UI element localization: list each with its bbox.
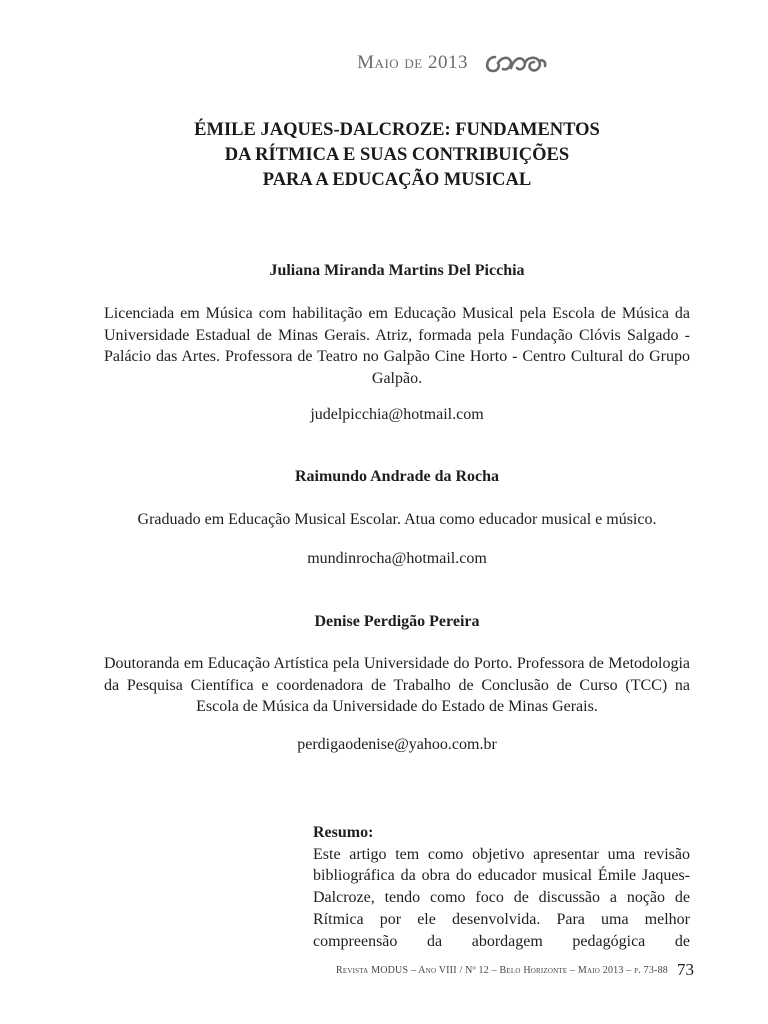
author-email: mundinrocha@hotmail.com	[307, 550, 487, 567]
author-name: Juliana Miranda Martins Del Picchia	[269, 262, 525, 279]
author-name: Raimundo Andrade da Rocha	[294, 468, 500, 485]
article-title	[100, 118, 694, 193]
title-line-3: PARA A EDUCAÇÃO MUSICAL	[262, 170, 532, 190]
author-name: Denise Perdigão Pereira	[314, 613, 480, 630]
footer-citation: Revista MODUS – Ano VIII / Nº 12 – Belo Horizonte – Maio 2013 – p. 73-88	[336, 965, 668, 976]
title-line-1: ÉMILE JAQUES-DALCROZE: FUNDAMENTOS	[194, 120, 600, 140]
abstract-label: Resumo:	[313, 824, 374, 841]
author-email: judelpicchia@hotmail.com	[310, 406, 484, 423]
header-date: Maio de 2013	[357, 52, 468, 73]
running-footer	[200, 962, 694, 984]
title-line-2: DA RÍTMICA E SUAS CONTRIBUIÇÕES	[224, 145, 570, 165]
abstract	[313, 822, 690, 952]
author-bio: Licenciada em Música com habilitação em Educação Musical pela Escola de Música da Universidade Estadual de Minas Gerais. Atriz, formada pela Fundação Clóvis Salgado - Palácio das Artes. Professora de Teatro no Galpão Cine Horto - Centro Cultural do Grupo Galpão.	[104, 305, 690, 387]
author-bio: Graduado em Educação Musical Escolar. Atua como educador musical e músico.	[137, 511, 657, 528]
journal-ornament-icon	[481, 50, 549, 78]
running-header	[0, 48, 768, 82]
author-email: perdigaodenise@yahoo.com.br	[297, 736, 497, 753]
abstract-text: Este artigo tem como objetivo apresentar uma revisão bibliográfica da obra do educador musical Émile Jaques-Dalcroze, tendo como foco de discussão a noção de Rítmica por ele desenvolvida. Para uma melhor compreensão da abordagem pedagógica de	[313, 845, 690, 950]
page-number: 73	[677, 960, 694, 979]
author-bio: Doutoranda em Educação Artística pela Universidade do Porto. Professora de Metodologia da Pesquisa Científica e coordenadora de Trabalho de Conclusão de Curso (TCC) na Escola de Música da Universidade do Estado de Minas Gerais.	[104, 655, 690, 715]
